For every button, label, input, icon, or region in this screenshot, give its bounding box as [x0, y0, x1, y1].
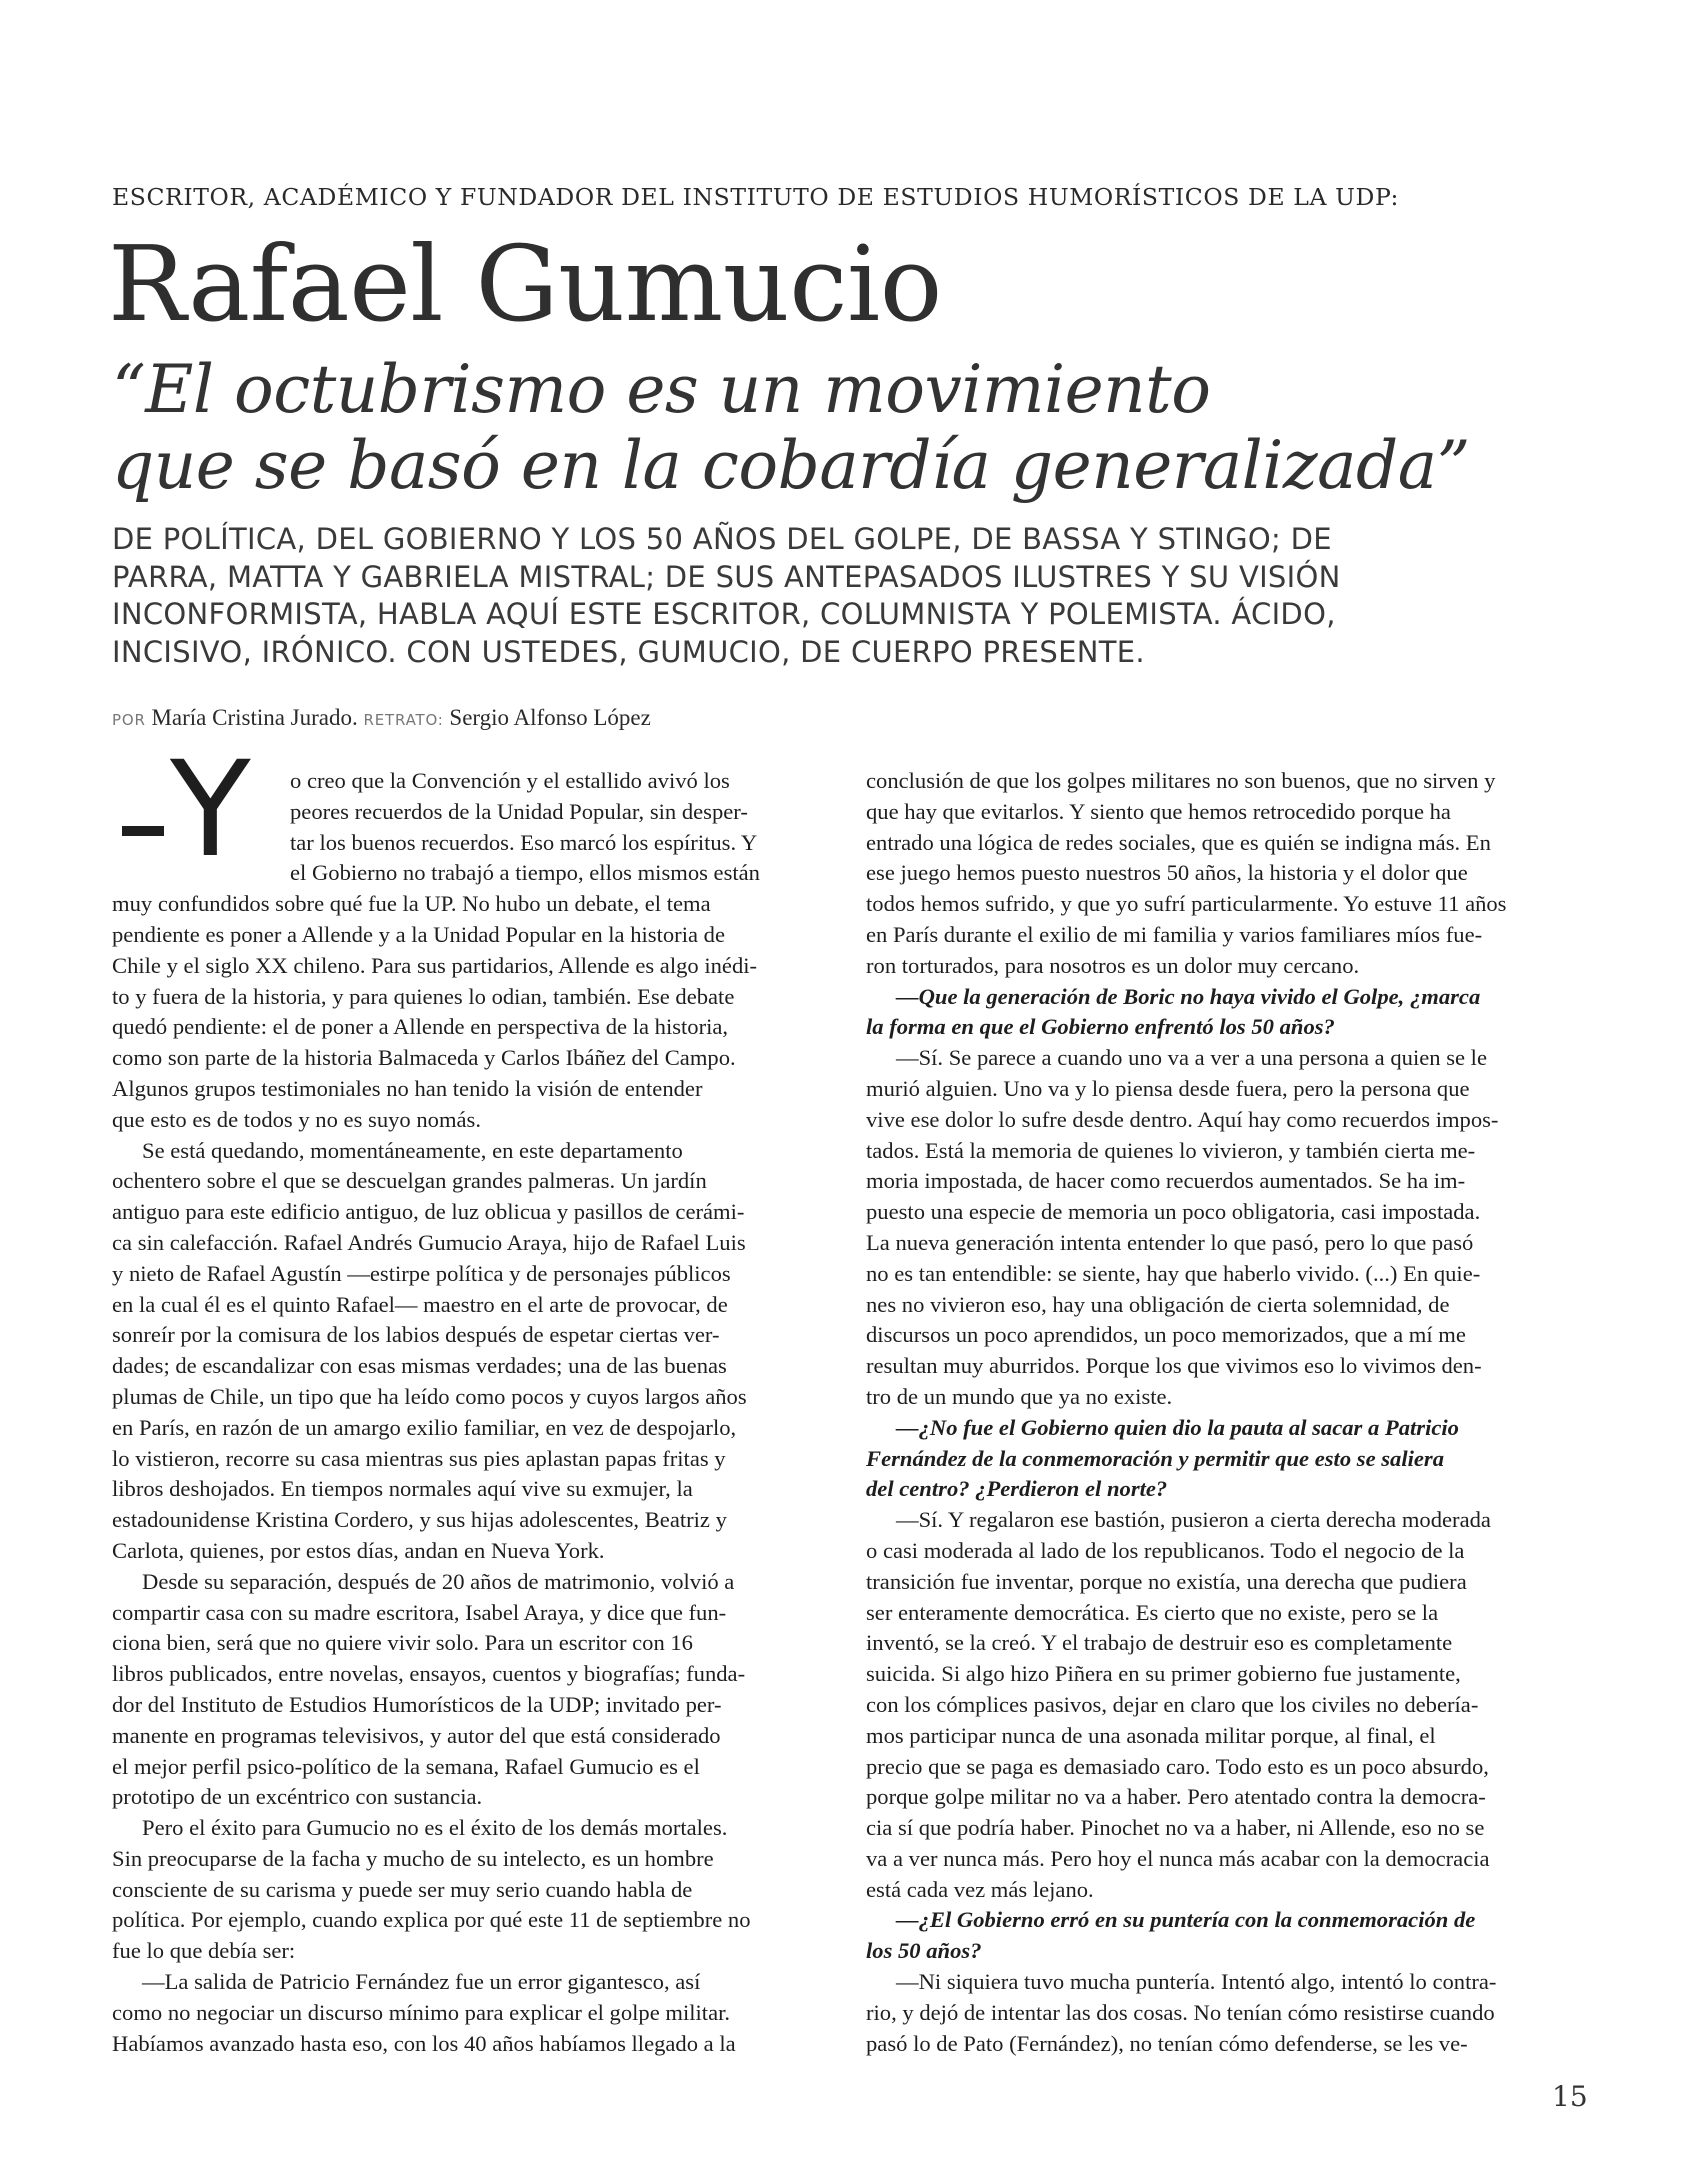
- article-line: Sin preocuparse de la facha y mucho de su intelecto, es un hombre: [112, 1845, 714, 1871]
- article-line: que esto es de todos y no es suyo nomás.: [112, 1106, 481, 1132]
- article-line: libros publicados, entre novelas, ensayos, cuentos y biografías; funda-: [112, 1661, 746, 1687]
- article-line: el mejor perfil psico-político de la semana, Rafael Gumucio es el: [112, 1753, 700, 1779]
- article-line: ser enteramente democrática. Es cierto que no existe, pero se la: [866, 1599, 1439, 1625]
- article-line: conclusión de que los golpes militares no son buenos, que no sirven y: [866, 768, 1496, 793]
- article-line: inventó, se la creó. Y el trabajo de destruir eso es completamente: [866, 1630, 1453, 1656]
- headline-quote: [112, 352, 1612, 504]
- article-line: tados. Está la memoria de quienes lo vivieron, y también cierta me-: [866, 1137, 1476, 1163]
- article-line: ciona bien, será que no quiere vivir solo. Para un escritor con 16: [112, 1630, 693, 1656]
- article-line: —Ni siquiera tuvo mucha puntería. Intentó algo, intentó lo contra-: [896, 1969, 1497, 1995]
- article-line: los 50 años?: [866, 1938, 982, 1964]
- article-line: como no negociar un discurso mínimo para explicar el golpe militar.: [112, 1999, 731, 2025]
- article-line: Chile y el siglo XX chileno. Para sus partidarios, Allende es algo inédi-: [112, 952, 758, 978]
- article-line: consciente de su carisma y puede ser muy serio cuando habla de: [112, 1876, 693, 1902]
- article-line: en París durante el exilio de mi familia y varios familiares míos fue-: [866, 921, 1483, 947]
- article-line: pasó lo de Pato (Fernández), no tenían cómo defenderse, se les ve-: [866, 2030, 1468, 2056]
- article-line: antiguo para este edificio antiguo, de luz oblicua y pasillos de cerámi-: [112, 1199, 745, 1225]
- article-line: Fernández de la conmemoración y permitir que esto se saliera: [866, 1445, 1445, 1471]
- article-line: rio, y dejó de intentar las dos cosas. No tenían cómo resistirse cuando: [866, 1999, 1495, 2025]
- byline: [112, 705, 651, 731]
- article-line: fue lo que debía ser:: [112, 1938, 296, 1964]
- lede-line: PARRA, MATTA Y GABRIELA MISTRAL; DE SUS ANTEPASADOS ILUSTRES Y SU VISIÓN: [112, 559, 1341, 594]
- article-line: transición fue inventar, porque no existía, una derecha que pudiera: [866, 1568, 1467, 1594]
- dropcap: [112, 733, 287, 891]
- article-line: ochentero sobre el que se descuelgan grandes palmeras. Un jardín: [112, 1168, 707, 1194]
- article-line: prototipo de un excéntrico con sustancia.: [112, 1784, 483, 1810]
- article-line: porque golpe militar no va a haber. Pero atentado contra la democra-: [866, 1784, 1486, 1810]
- kicker: ESCRITOR, ACADÉMICO Y FUNDADOR DEL INSTITUTO DE ESTUDIOS HUMORÍSTICOS DE LA UDP:: [112, 183, 1400, 211]
- article-line: estadounidense Kristina Cordero, y sus hijas adolescentes, Beatriz y: [112, 1507, 727, 1533]
- page-number: 15: [1552, 2080, 1588, 2113]
- quote-line: que se basó en la cobardía generalizada”: [112, 427, 1470, 504]
- article-line: peores recuerdos de la Unidad Popular, sin desper-: [290, 798, 748, 824]
- byline-retrato-tag: RETRATO:: [363, 711, 444, 729]
- article-line: política. Por ejemplo, cuando explica por qué este 11 de septiembre no: [112, 1907, 751, 1933]
- article-line: y nieto de Rafael Agustín —estirpe política y de personajes públicos: [112, 1260, 731, 1286]
- article-line: con los cómplices pasivos, dejar en claro que los civiles no debería-: [866, 1691, 1479, 1717]
- article-line: o creo que la Convención y el estallido avivó los: [290, 768, 730, 793]
- article-line: manente en programas televisivos, y autor del que está considerado: [112, 1722, 721, 1748]
- lede-line: DE POLÍTICA, DEL GOBIERNO Y LOS 50 AÑOS DEL GOLPE, DE BASSA Y STINGO; DE: [112, 522, 1332, 556]
- article-line: murió alguien. Uno va y lo piensa desde fuera, pero la persona que: [866, 1075, 1470, 1101]
- dropcap-letter: Y: [170, 733, 251, 887]
- article-line: suicida. Si algo hizo Piñera en su primer gobierno fue justamente,: [866, 1661, 1461, 1687]
- article-line: cia sí que podría haber. Pinochet no va a haber, ni Allende, eso no se: [866, 1815, 1485, 1841]
- lede-line: INCONFORMISTA, HABLA AQUÍ ESTE ESCRITOR, COLUMNISTA Y POLEMISTA. ÁCIDO,: [112, 597, 1336, 631]
- article-line: dades; de escandalizar con esas mismas verdades; una de las buenas: [112, 1353, 727, 1379]
- article-line: puesto una especie de memoria un poco obligatoria, casi impostada.: [866, 1199, 1481, 1225]
- byline-photographer: Sergio Alfonso López: [449, 705, 651, 730]
- article-line: Desde su separación, después de 20 años de matrimonio, volvió a: [142, 1568, 735, 1594]
- article-line: el Gobierno no trabajó a tiempo, ellos mismos están: [290, 860, 760, 886]
- article-line: quedó pendiente: el de poner a Allende en perspectiva de la historia,: [112, 1014, 729, 1040]
- byline-author: María Cristina Jurado.: [151, 705, 358, 730]
- article-line: Pero el éxito para Gumucio no es el éxito de los demás mortales.: [142, 1815, 728, 1841]
- article-line: —La salida de Patricio Fernández fue un error gigantesco, así: [142, 1969, 701, 1995]
- byline-por-tag: POR: [112, 711, 146, 729]
- article-line: no es tan entendible: se siente, hay que haberlo vivido. (...) En quie-: [866, 1260, 1481, 1286]
- article-line: entrado una lógica de redes sociales, que es quién se indigna más. En: [866, 829, 1491, 855]
- article-line: plumas de Chile, un tipo que ha leído como pocos y cuyos largos años: [112, 1383, 747, 1409]
- article-line: sonreír por la comisura de los labios después de espetar ciertas ver-: [112, 1322, 720, 1348]
- article-line: —Que la generación de Boric no haya vivido el Golpe, ¿marca: [896, 983, 1481, 1009]
- article-line: Habíamos avanzado hasta eso, con los 40 años habíamos llegado a la: [112, 2030, 736, 2056]
- article-column-right: [866, 766, 1580, 2059]
- article-line: mos participar nunca de una asonada militar porque, al final, el: [866, 1722, 1436, 1748]
- article-line: ca sin calefacción. Rafael Andrés Gumucio Araya, hijo de Rafael Luis: [112, 1229, 746, 1255]
- article-column-left: [112, 733, 832, 2059]
- article-line: —Sí. Y regalaron ese bastión, pusieron a cierta derecha moderada: [896, 1507, 1491, 1533]
- article-line: discursos un poco aprendidos, un poco memorizados, que a mí me: [866, 1322, 1466, 1348]
- article-line: vive ese dolor lo sufre desde dentro. Aquí hay como recuerdos impos-: [866, 1106, 1499, 1132]
- dropcap-dash: [122, 826, 164, 836]
- article-line: la forma en que el Gobierno enfrentó los 50 años?: [866, 1014, 1335, 1040]
- article-line: to y fuera de la historia, y para quienes lo odian, también. Ese debate: [112, 983, 735, 1009]
- article-line: está cada vez más lejano.: [866, 1876, 1094, 1902]
- headline-name: Rafael Gumucio: [108, 223, 942, 345]
- lede: [112, 521, 1612, 671]
- article-line: muy confundidos sobre qué fue la UP. No hubo un debate, el tema: [112, 891, 711, 917]
- article-line: moria impostada, de hacer como recuerdos aumentados. Se ha im-: [866, 1168, 1466, 1194]
- article-line: nes no vivieron eso, hay una obligación de cierta solemnidad, de: [866, 1291, 1450, 1317]
- article-line: Algunos grupos testimoniales no han tenido la visión de entender: [112, 1075, 703, 1101]
- article-line: pendiente es poner a Allende y a la Unidad Popular en la historia de: [112, 921, 725, 947]
- article-line: o casi moderada al lado de los republicanos. Todo el negocio de la: [866, 1537, 1465, 1563]
- article-line: tro de un mundo que ya no existe.: [866, 1383, 1173, 1409]
- article-line: como son parte de la historia Balmaceda y Carlos Ibáñez del Campo.: [112, 1045, 736, 1071]
- quote-line: “El octubrismo es un movimiento: [112, 351, 1211, 428]
- article-line: —¿No fue el Gobierno quien dio la pauta al sacar a Patricio: [896, 1414, 1459, 1440]
- article-line: ron torturados, para nosotros es un dolor muy cercano.: [866, 952, 1360, 978]
- article-line: ese juego hemos puesto nuestros 50 años, la historia y el dolor que: [866, 860, 1468, 886]
- article-line: Carlota, quienes, por estos días, andan en Nueva York.: [112, 1537, 605, 1563]
- article-line: lo vistieron, recorre su casa mientras sus pies aplastan papas fritas y: [112, 1445, 726, 1471]
- article-line: —Sí. Se parece a cuando uno va a ver a una persona a quien se le: [896, 1045, 1487, 1071]
- article-line: —¿El Gobierno erró en su puntería con la conmemoración de: [896, 1907, 1476, 1933]
- article-line: precio que se paga es demasiado caro. Todo esto es un poco absurdo,: [866, 1753, 1489, 1779]
- article-line: resultan muy aburridos. Porque los que vivimos eso lo vivimos den-: [866, 1353, 1482, 1379]
- article-line: va a ver nunca más. Pero hoy el nunca más acabar con la democracia: [866, 1845, 1490, 1871]
- article-line: libros deshojados. En tiempos normales aquí vive su exmujer, la: [112, 1476, 693, 1502]
- article-line: del centro? ¿Perdieron el norte?: [866, 1476, 1168, 1502]
- article-line: todos hemos sufrido, y que yo sufrí particularmente. Yo estuve 11 años: [866, 891, 1507, 917]
- article-line: que hay que evitarlos. Y siento que hemos retrocedido porque ha: [866, 798, 1451, 824]
- article-line: Se está quedando, momentáneamente, en este departamento: [142, 1137, 683, 1163]
- article-line: tar los buenos recuerdos. Eso marcó los espíritus. Y: [290, 829, 758, 855]
- article-line: dor del Instituto de Estudios Humorísticos de la UDP; invitado per-: [112, 1691, 722, 1717]
- article-line: en la cual él es el quinto Rafael— maestro en el arte de provocar, de: [112, 1291, 728, 1317]
- lede-line: INCISIVO, IRÓNICO. CON USTEDES, GUMUCIO, DE CUERPO PRESENTE.: [112, 634, 1145, 669]
- article-line: La nueva generación intenta entender lo que pasó, pero lo que pasó: [866, 1229, 1474, 1255]
- article-line: en París, en razón de un amargo exilio familiar, en vez de despojarlo,: [112, 1414, 737, 1440]
- article-line: compartir casa con su madre escritora, Isabel Araya, y dice que fun-: [112, 1599, 727, 1625]
